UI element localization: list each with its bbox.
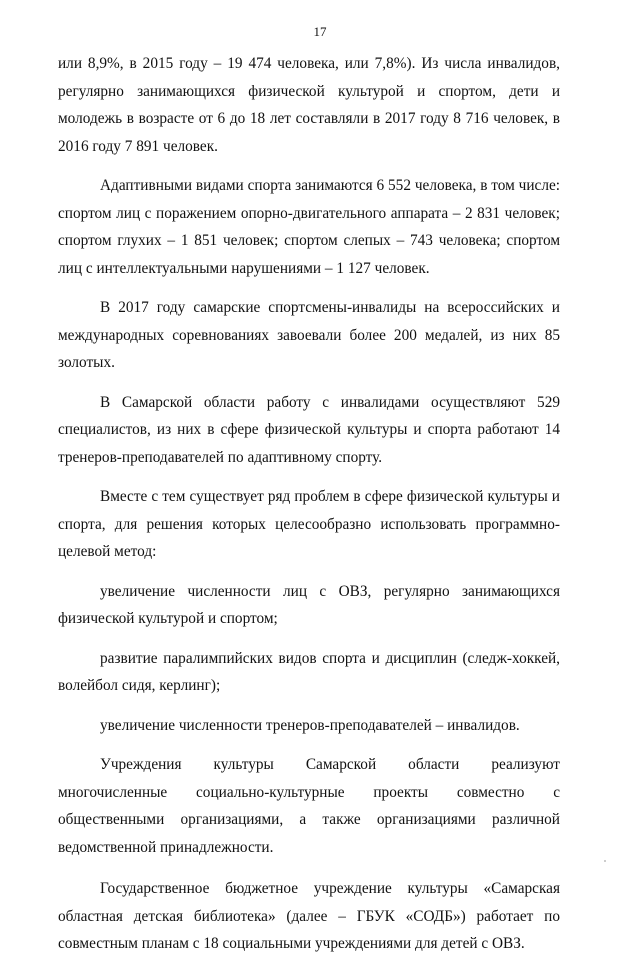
paragraph-2: Адаптивными видами спорта занимаются 6 552 человека, в том числе: спортом лиц с поражением опорно-двигательного аппарата – 2 831 человек; спортом глухих – 1 851 человек; спортом слепых – 743 человека; спортом лиц с интеллектуальными нарушениями – 1 127 человек. <box>58 177 560 277</box>
paragraph-1: или 8,9%, в 2015 году – 19 474 человека, или 7,8%). Из числа инвалидов, регулярно занимающихся физической культурой и спортом, дети и молодежь в возрасте от 6 до 18 лет составляли в 2017 году 8 716 человек, в 2016 году 7 891 человек. <box>58 55 560 155</box>
paragraph-4: В Самарской области работу с инвалидами осуществляют 529 специалистов, из них в сфере физической культуры и спорта работают 14 тренеров-преподавателей по адаптивному спорту. <box>58 393 560 466</box>
paragraph-3: В 2017 году самарские спортсмены-инвалиды на всероссийских и международных соревнованиях завоевали более 200 медалей, из них 85 золотых. <box>58 299 560 371</box>
document-body <box>58 50 560 958</box>
page-number: 17 <box>313 24 327 39</box>
list-item-2: развитие паралимпийских видов спорта и дисциплин (следж-хоккей, волейбол сидя, керлинг); <box>58 649 560 694</box>
paragraph-6: Учреждения культуры Самарской области реализуют многочисленные социально-культурные проекты совместно с общественными организациями, а также организациями различной ведомственной принадлежности. <box>58 756 560 856</box>
list-item-1: увеличение численности лиц с ОВЗ, регулярно занимающихся физической культурой и спортом; <box>58 582 560 627</box>
list-item-3: увеличение численности тренеров-преподавателей – инвалидов. <box>100 716 520 734</box>
paragraph-5: Вместе с тем существует ряд проблем в сфере физической культуры и спорта, для решения которых целесообразно использовать программно-целевой метод: <box>58 488 560 560</box>
scan-speck <box>604 860 606 862</box>
paragraph-7: Государственное бюджетное учреждение культуры «Самарская областная детская библиотека» (далее – ГБУК «СОДБ») работает по совместным планам с 18 социальными учреждениями для детей с ОВЗ. <box>58 880 560 952</box>
